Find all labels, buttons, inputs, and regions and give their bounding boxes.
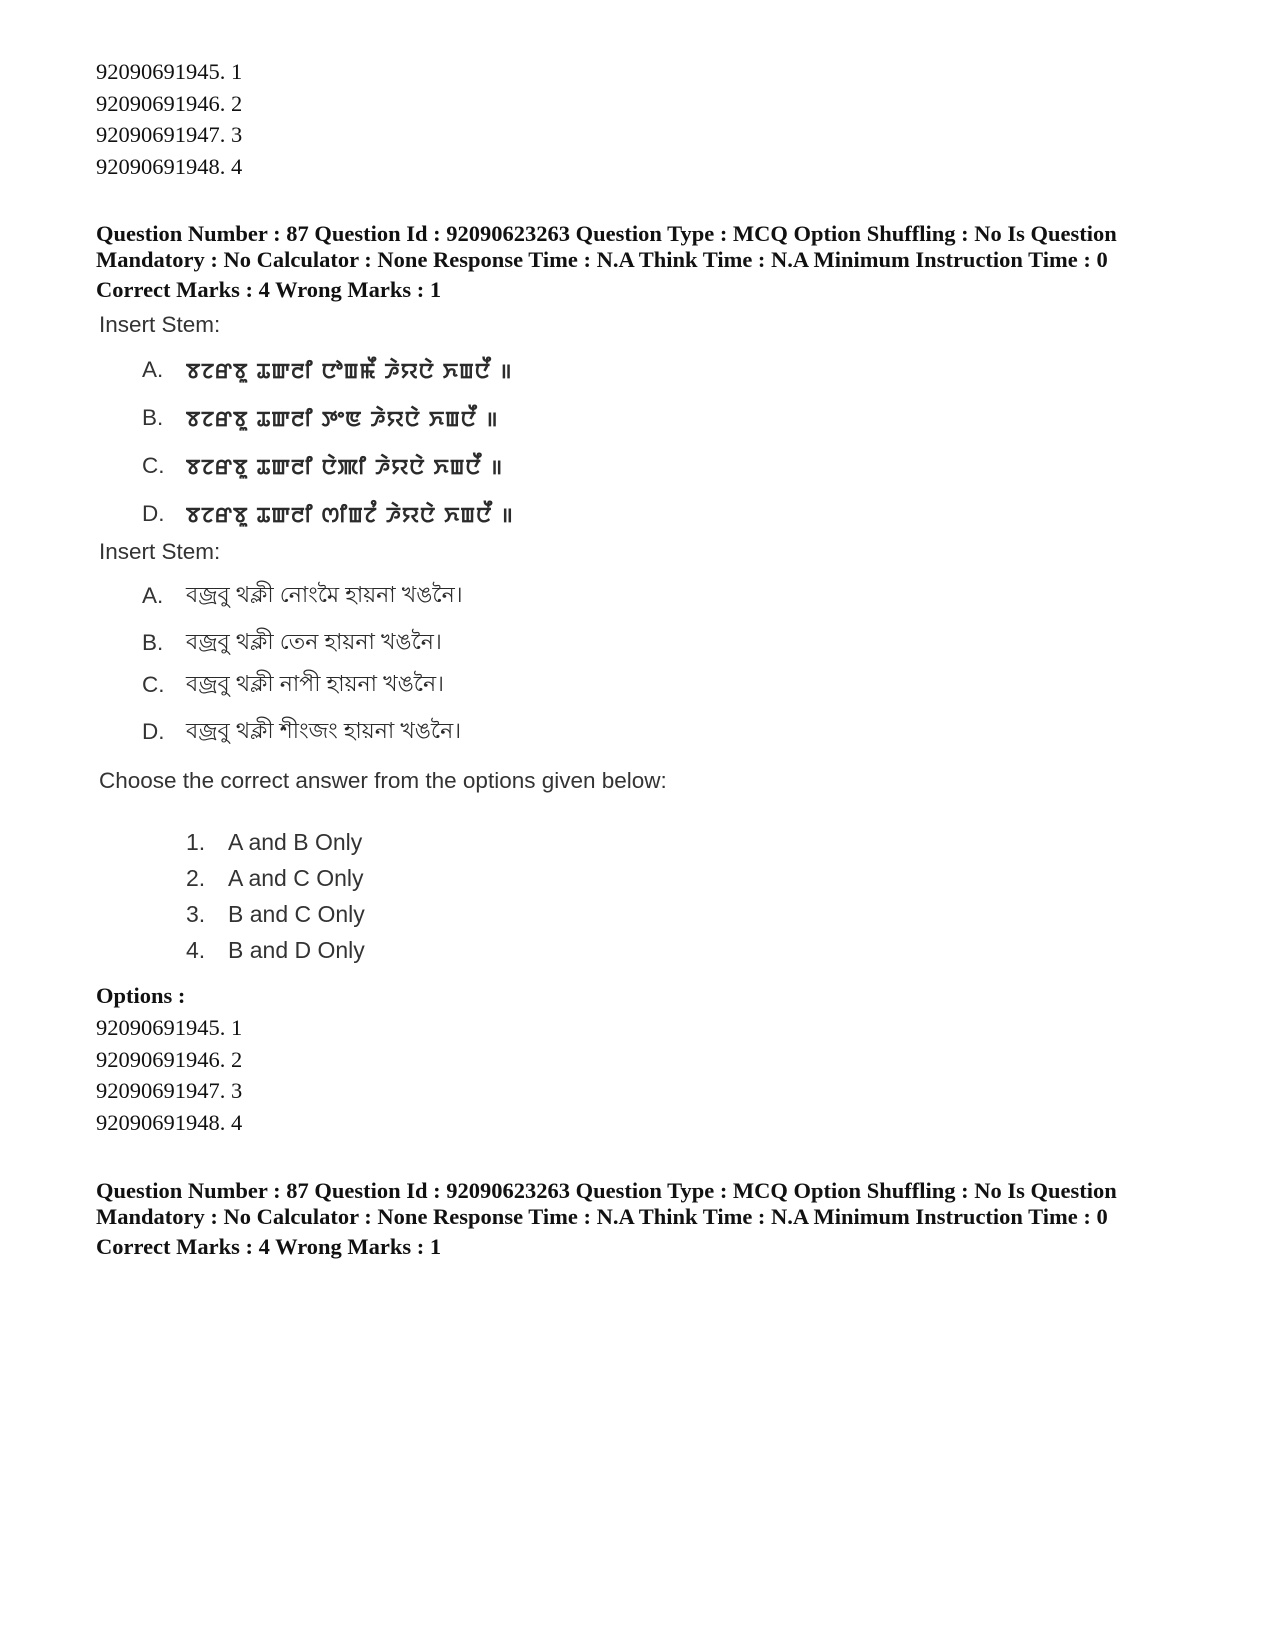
option-line: 92090691945. 1 bbox=[96, 59, 243, 84]
stem-1-option-d bbox=[142, 497, 514, 531]
question-marks bbox=[96, 277, 441, 303]
option-line: 92090691947. 3 bbox=[96, 122, 243, 147]
answer-item-4 bbox=[186, 933, 365, 967]
option-letter: D. bbox=[142, 719, 165, 744]
answer-item-2 bbox=[186, 861, 364, 895]
stem-1-option-a bbox=[142, 353, 513, 387]
option-text: বজ্রবু থক্লী নোংমৈ হায়না খঙনৈ। bbox=[186, 581, 463, 607]
stem-label-1: Insert Stem: bbox=[99, 312, 221, 337]
answer-number: 1. bbox=[186, 829, 206, 855]
option-text: ꯕꯖꯔꯕꯨ ꯊꯛꯂꯤ ꯇꯦꯟ ꯍꯥꯌꯅꯥ ꯈꯡꯅꯩ ॥ bbox=[186, 406, 499, 431]
option-line: 92090691947. 3 bbox=[96, 1078, 243, 1103]
option-line: 92090691946. 2 bbox=[96, 1046, 243, 1072]
question-header bbox=[96, 221, 1117, 273]
stem-2-option-c bbox=[142, 668, 444, 702]
marks-line: Correct Marks : 4 Wrong Marks : 1 bbox=[96, 277, 442, 302]
stem-2-option-d bbox=[142, 715, 461, 749]
option-line: 92090691946. 2 bbox=[96, 90, 243, 116]
answer-text: B and D Only bbox=[228, 937, 365, 963]
stem-label-2: Insert Stem: bbox=[99, 539, 221, 564]
option-line: 92090691948. 4 bbox=[96, 1109, 243, 1135]
question-header-line-2: Mandatory : No Calculator : None Response Time : N.A Think Time : N.A Minimum Instruction Time : 0 bbox=[96, 1204, 1108, 1229]
option-letter: C. bbox=[142, 672, 165, 697]
answer-item-1 bbox=[186, 825, 362, 859]
next-question-header bbox=[96, 1178, 1117, 1230]
options-list bbox=[96, 1012, 242, 1138]
options-heading: Options : bbox=[96, 983, 186, 1008]
option-text: বজ্রবু থক্লী তেন হায়না খঙনৈ। bbox=[186, 628, 442, 654]
option-line: 92090691945. 1 bbox=[96, 1015, 243, 1040]
option-letter: B. bbox=[142, 405, 164, 430]
option-letter: A. bbox=[142, 357, 164, 382]
option-text: বজ্রবু থক্লী শীংজং হায়না খঙনৈ। bbox=[186, 717, 462, 743]
answer-number: 3. bbox=[186, 901, 206, 927]
choose-instruction: Choose the correct answer from the options given below: bbox=[99, 768, 667, 793]
answer-text: A and B Only bbox=[228, 829, 363, 855]
option-letter: A. bbox=[142, 583, 164, 608]
option-letter: C. bbox=[142, 453, 165, 478]
top-options-list bbox=[96, 56, 242, 182]
question-header-line-2: Mandatory : No Calculator : None Response Time : N.A Think Time : N.A Minimum Instruction Time : 0 bbox=[96, 247, 1108, 272]
answer-item-3 bbox=[186, 897, 365, 931]
option-line: 92090691948. 4 bbox=[96, 153, 243, 179]
question-header-line-1: Question Number : 87 Question Id : 92090623263 Question Type : MCQ Option Shuffling : No Is Question bbox=[96, 221, 1117, 246]
answer-number: 2. bbox=[186, 865, 206, 891]
option-text: ꯕꯖꯔꯕꯨ ꯊꯛꯂꯤ ꯁꯤꯡꯖꯪ ꯍꯥꯌꯅꯥ ꯈꯡꯅꯩ ॥ bbox=[186, 502, 514, 527]
stem-2-option-b bbox=[142, 626, 442, 660]
option-text: বজ্রবু থক্লী নাপী হায়না খঙনৈ। bbox=[186, 670, 444, 696]
option-letter: B. bbox=[142, 630, 164, 655]
answer-text: A and C Only bbox=[228, 865, 364, 891]
option-text: ꯕꯖꯔꯕꯨ ꯊꯛꯂꯤ ꯅꯣꯡꯃꯩ ꯍꯥꯌꯅꯥ ꯈꯡꯅꯩ ॥ bbox=[186, 358, 513, 383]
answer-number: 4. bbox=[186, 937, 206, 963]
next-question-marks bbox=[96, 1234, 441, 1260]
option-text: ꯕꯖꯔꯕꯨ ꯊꯛꯂꯤ ꯅꯥꯄꯤ ꯍꯥꯌꯅꯥ ꯈꯡꯅꯩ ॥ bbox=[186, 454, 504, 479]
option-letter: D. bbox=[142, 501, 165, 526]
question-header-line-1: Question Number : 87 Question Id : 92090623263 Question Type : MCQ Option Shuffling : No Is Question bbox=[96, 1178, 1117, 1203]
stem-1-option-c bbox=[142, 449, 503, 483]
options-label bbox=[96, 983, 185, 1009]
answer-text: B and C Only bbox=[228, 901, 365, 927]
stem-1-option-b bbox=[142, 401, 499, 435]
stem-2-option-a bbox=[142, 579, 463, 613]
marks-line: Correct Marks : 4 Wrong Marks : 1 bbox=[96, 1234, 442, 1259]
